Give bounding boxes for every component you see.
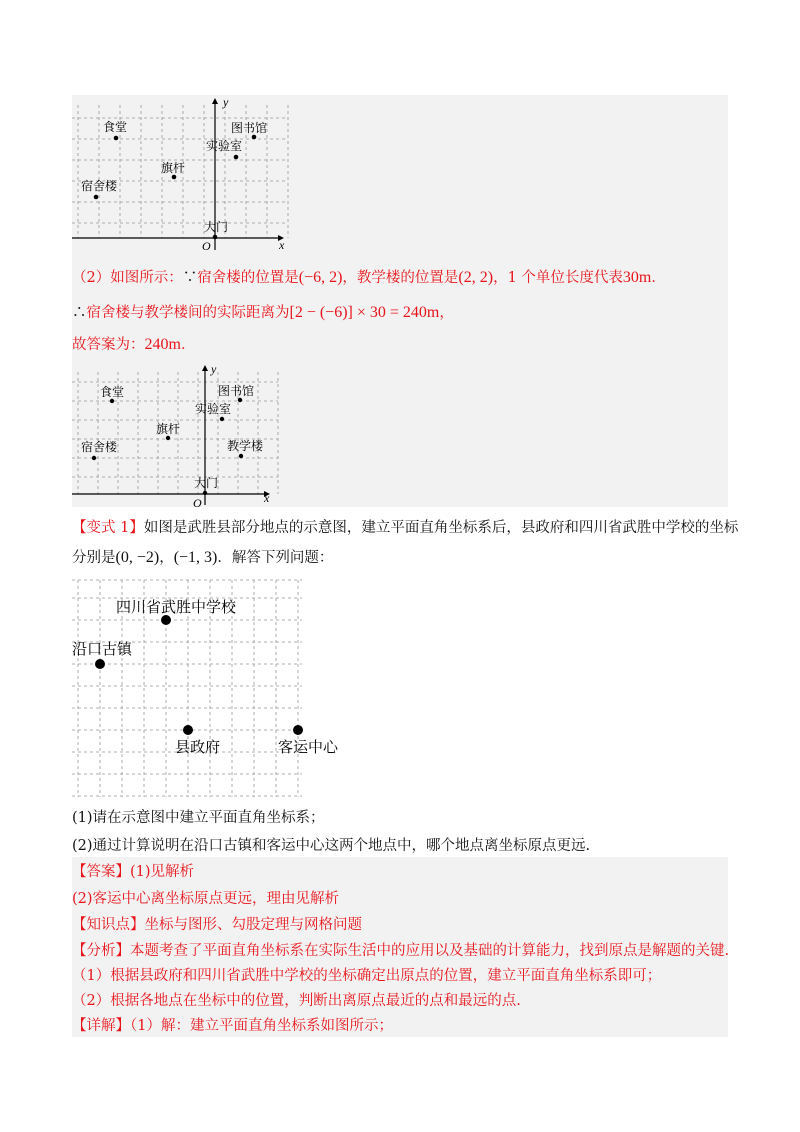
label-lab: 实验室 <box>206 139 243 153</box>
label-bus: 客运中心 <box>278 738 339 756</box>
y-axis-label: y <box>223 95 229 109</box>
label-teaching: 教学楼 <box>227 439 264 453</box>
question-2: (2)通过计算说明在沿口古镇和客运中心这两个地点中，哪个地点离坐标原点更远. <box>72 838 591 854</box>
wusheng-map <box>72 572 339 802</box>
x-axis <box>72 235 284 241</box>
point-gate <box>213 235 218 240</box>
point-library <box>238 398 242 402</box>
label-gate: 大门 <box>204 220 229 234</box>
analysis-line: 【分析】本题考查了平面直角坐标系在实际生活中的应用以及基础的计算能力，找到原点是解题的关键. <box>72 943 730 959</box>
point-library <box>252 135 257 140</box>
label-gov: 县政府 <box>175 738 221 756</box>
label-gate: 大门 <box>194 476 219 490</box>
analysis-p2: （2）根据各地点在坐标中的位置，判断出离原点最近的点和最远的点. <box>72 993 521 1009</box>
x-axis-label: x <box>279 238 285 252</box>
point-school <box>161 615 171 625</box>
question-1: (1)请在示意图中建立平面直角坐标系； <box>72 810 325 826</box>
part2-line1: （2）如图所示：∵宿舍楼的位置是(−6, 2)，教学楼的位置是(2, 2)，1 个单位长度代表30m． <box>72 269 666 286</box>
label-canteen: 食堂 <box>100 385 125 399</box>
analysis-p1: （1）根据县政府和四川省武胜中学校的坐标确定出原点的位置，建立平面直角坐标系即可； <box>72 968 662 984</box>
x-axis <box>72 491 270 497</box>
answer-line1: 【答案】(1)见解析 <box>72 864 195 880</box>
point-lab <box>220 417 224 421</box>
point-bus <box>293 725 303 735</box>
point-gate <box>203 491 207 495</box>
label-library: 图书馆 <box>218 384 255 398</box>
knowledge-line: 【知识点】坐标与图形、勾股定理与网格问题 <box>72 917 362 933</box>
point-town <box>95 659 105 669</box>
point-flagpole <box>172 175 177 180</box>
point-lab <box>234 155 239 160</box>
label-dorm: 宿舍楼 <box>81 179 118 193</box>
label-dorm: 宿舍楼 <box>81 440 118 454</box>
point-dorm <box>92 456 96 460</box>
variant-line1: 【变式 1】如图是武胜县部分地点的示意图，建立平面直角坐标系后，县政府和四川省武胜中学校的坐标 <box>72 520 739 536</box>
label-flagpole: 旗杆 <box>156 422 181 436</box>
part2-line2: ∴宿舍楼与教学楼间的实际距离为[2 − (−6)] × 30 = 240m， <box>72 304 454 321</box>
point-dorm <box>94 195 99 200</box>
point-canteen <box>114 136 119 141</box>
origin-label: O <box>193 496 202 510</box>
label-lab: 实验室 <box>195 402 232 416</box>
point-flagpole <box>166 436 170 440</box>
point-teaching <box>239 454 243 458</box>
variant-line2: 分别是(0, −2)，(−1, 3)．解答下列问题： <box>72 549 334 566</box>
label-library: 图书馆 <box>231 121 268 135</box>
campus-map-2 <box>72 362 302 512</box>
y-axis-label: y <box>211 362 217 376</box>
detail-line: 【详解】（1）解：建立平面直角坐标系如图所示； <box>72 1018 393 1034</box>
point-canteen <box>110 399 114 403</box>
campus-map-1 <box>72 95 312 255</box>
answer-line2: (2)客运中心离坐标原点更远，理由见解析 <box>72 891 340 907</box>
label-flagpole: 旗杆 <box>161 161 186 175</box>
label-school: 四川省武胜中学校 <box>116 598 237 616</box>
label-town: 沿口古镇 <box>72 640 133 658</box>
origin-label: O <box>202 239 211 253</box>
label-canteen: 食堂 <box>103 120 128 134</box>
x-axis-label: x <box>264 491 270 505</box>
part2-answer: 故答案为：240m． <box>72 336 196 353</box>
point-gov <box>183 725 193 735</box>
